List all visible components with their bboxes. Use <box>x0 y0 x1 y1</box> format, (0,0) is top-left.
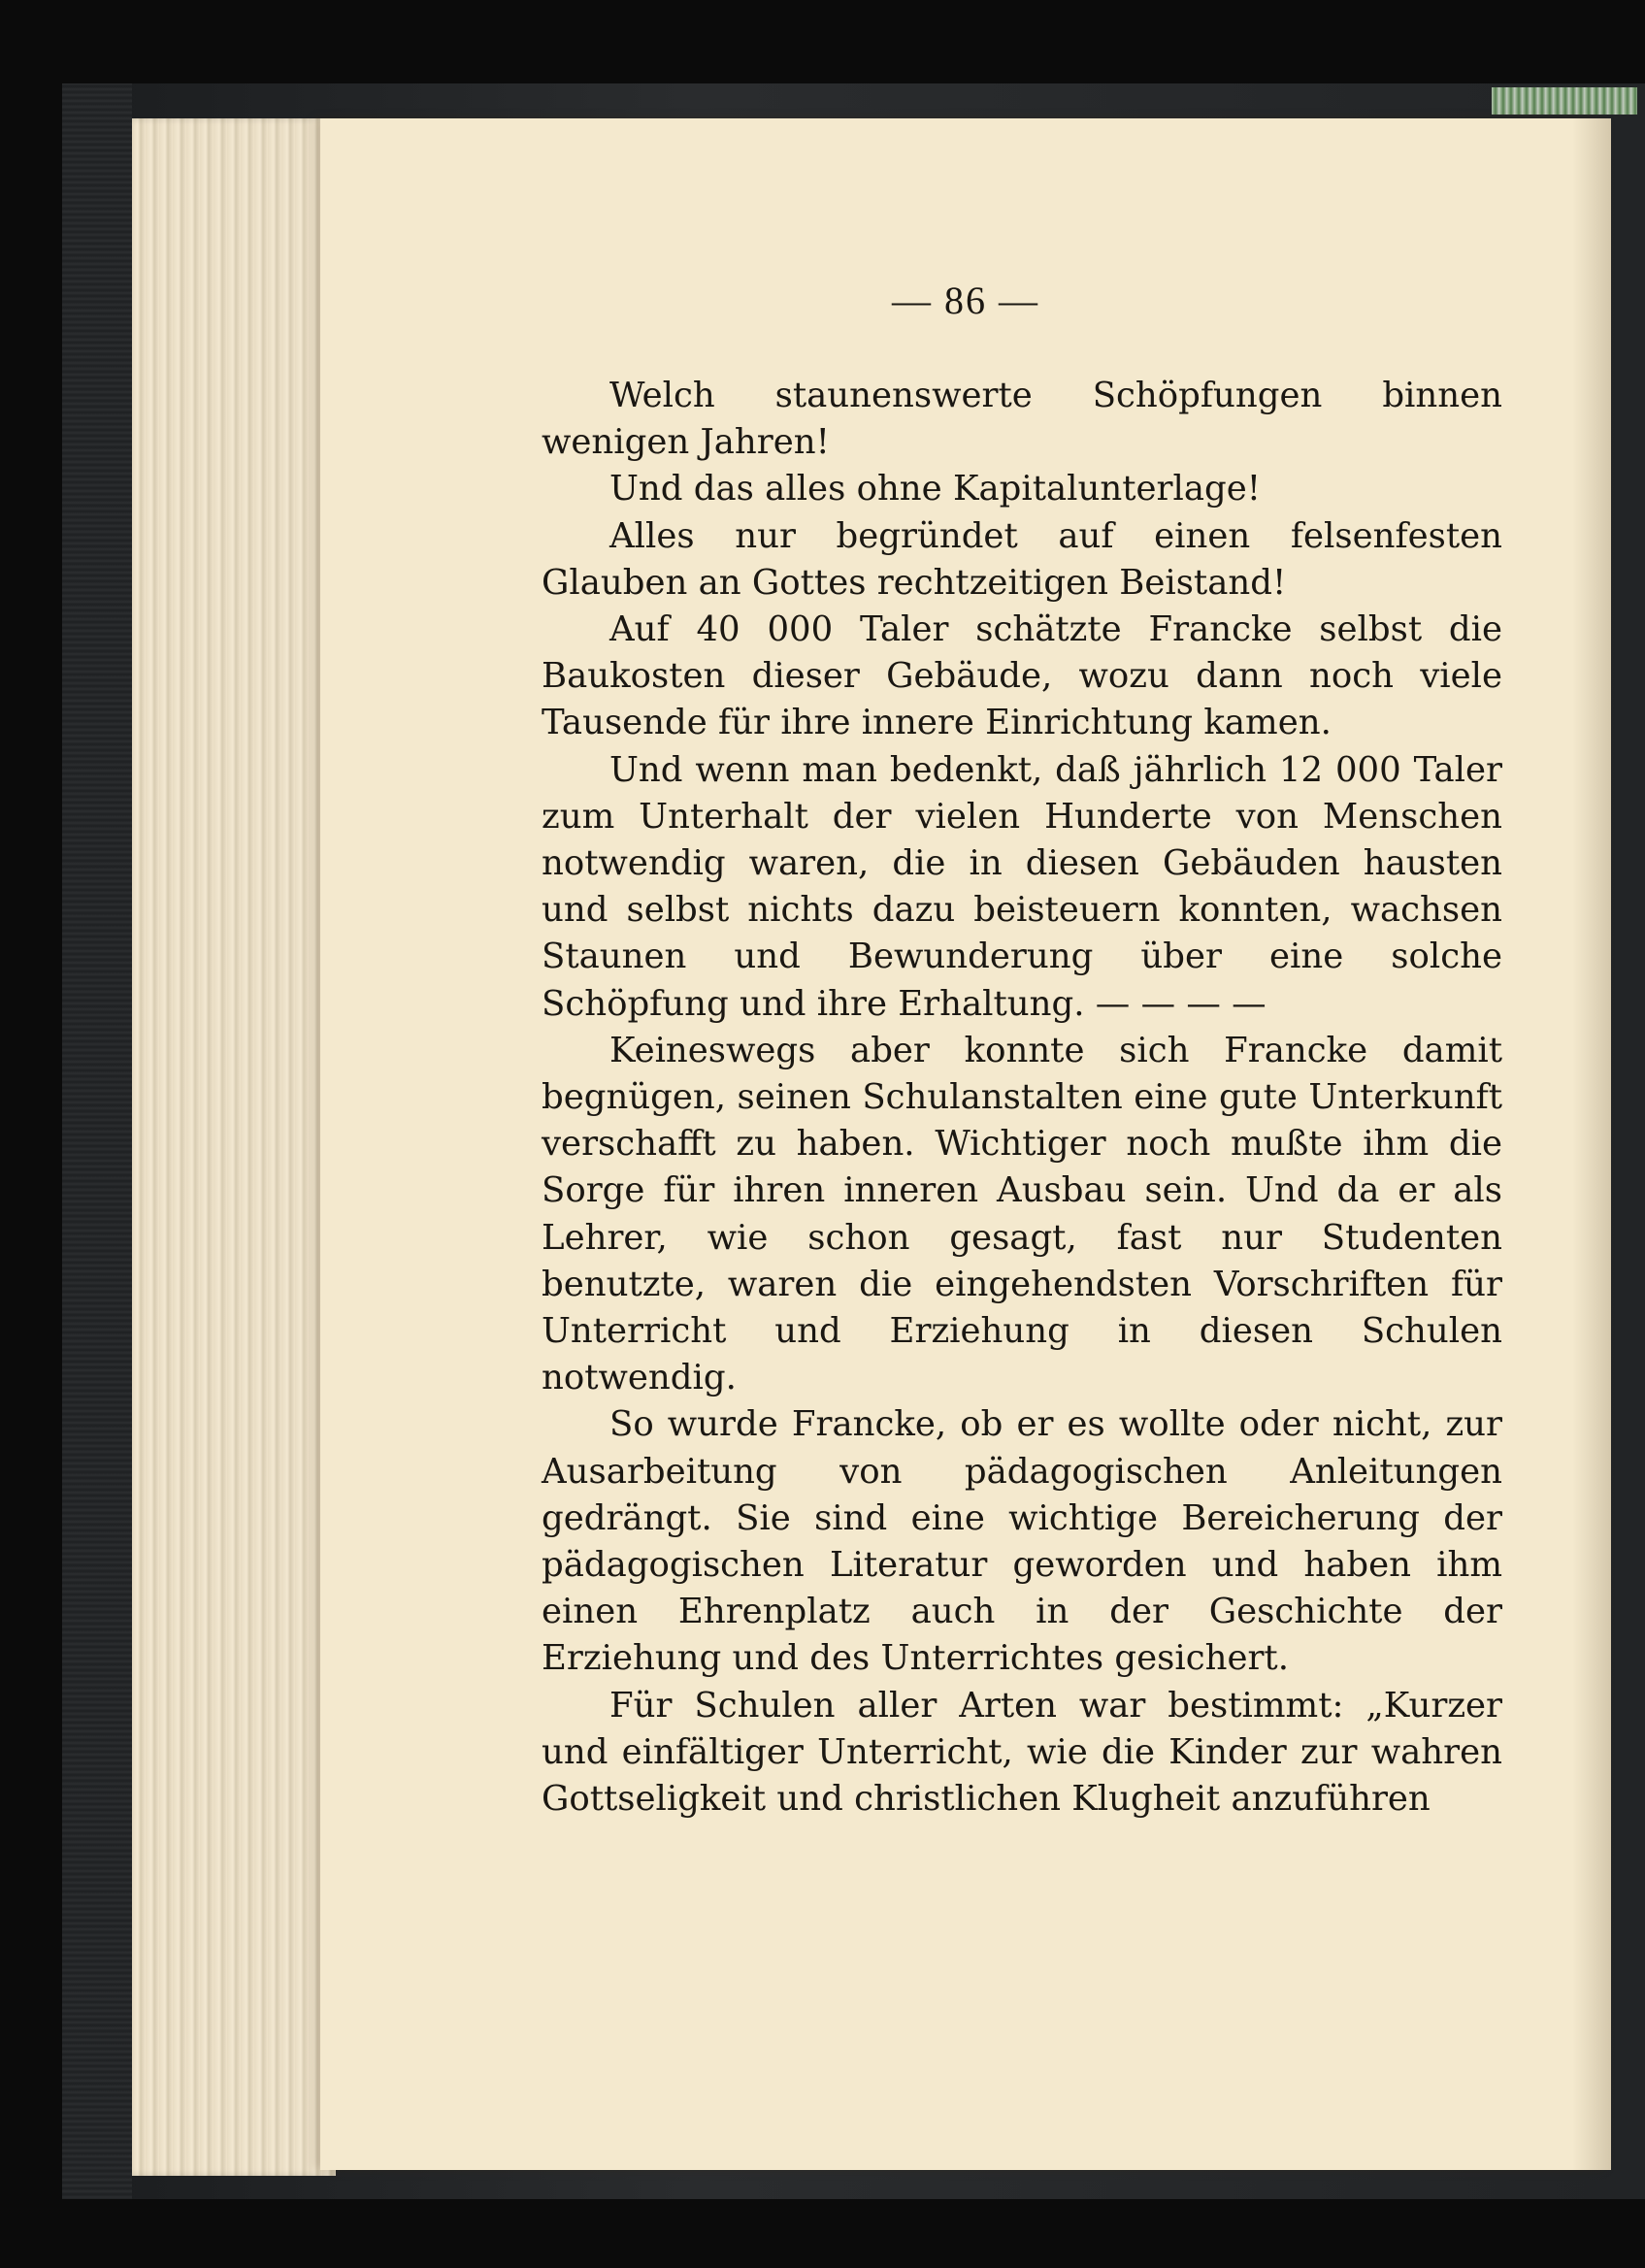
paragraph: Alles nur begründet auf einen felsenfesten Glauben an Gottes rechtzeitigen Beistand! <box>542 515 1502 603</box>
paragraph: Welch staunenswerte Schöpfungen binnen wenigen Jahren! <box>542 376 1502 463</box>
bookmark-ribbon <box>1492 87 1637 115</box>
paragraph: Keineswegs aber konnte sich Francke damit begnügen, seinen Schulanstalten eine gute Unterkunft verschafft zu haben. Wichtiger noch mußte ihm die Sorge für ihren inneren Ausbau sein. Und da er als Lehrer, wie schon gesagt, fast nur Studenten benutzte, waren die eingehendsten Vorschriften für Unterricht und Erziehung in diesen Schulen notwendig. <box>542 1030 1502 1398</box>
paragraph: Und wenn man bedenkt, daß jährlich 12 000 Taler zum Unterhalt der vielen Hunderte von Menschen notwendig waren, die in diesen Gebäuden hausten und selbst nichts dazu beisteuern konnten, wachsen Staunen und Bewunderung über eine solche Schöpfung und ihre Erhaltung. — — — — <box>542 749 1502 1024</box>
book-page <box>320 118 1611 2170</box>
page-gutter-shadow <box>1572 118 1611 2170</box>
paragraph: Auf 40 000 Taler schätzte Francke selbst die Baukosten dieser Gebäude, wozu dann noch viele Tausende für ihre innere Einrichtung kamen. <box>542 609 1502 743</box>
paragraph: Und das alles ohne Kapitalunterlage! <box>609 469 1261 509</box>
page-number: — 86 — <box>892 279 1039 322</box>
book-cover-edge <box>62 83 132 2199</box>
page-stack-edges <box>132 118 336 2176</box>
paragraph: Für Schulen aller Arten war bestimmt: „Kurzer und einfältiger Unterricht, wie die Kinder zur wahren Gottseligkeit und christlichen Klugheit anzuführen <box>542 1685 1502 1820</box>
body-text <box>542 373 1502 1823</box>
paragraph: So wurde Francke, ob er es wollte oder nicht, zur Ausarbeitung von pädagogischen Anleitungen gedrängt. Sie sind eine wichtige Bereicherung der pädagogischen Literatur geworden und haben ihm einen Ehrenplatz auch in der Geschichte der Erziehung und des Unterrichtes gesichert. <box>542 1404 1502 1679</box>
